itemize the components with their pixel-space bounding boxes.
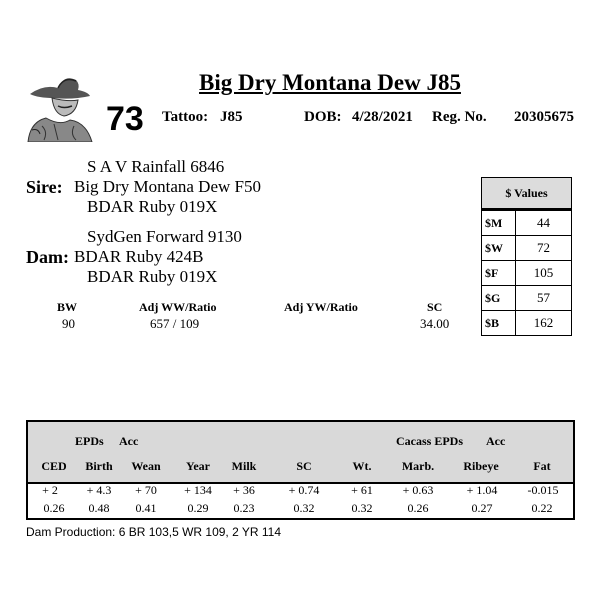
epd-col-header: Marb. (401, 459, 435, 473)
dob-value: 4/28/2021 (352, 109, 413, 125)
epd-accuracy: 0.32 (351, 501, 373, 515)
epd-col-header: SC (296, 459, 312, 473)
yw-label: Adj YW/Ratio (284, 300, 358, 314)
epd-value: + 61 (351, 483, 373, 497)
dollar-value: 44 (537, 215, 550, 230)
dollar-value: 72 (537, 240, 550, 255)
reg-label: Reg. No. (432, 109, 487, 125)
ww-value: 657 / 109 (150, 316, 200, 331)
epd-accuracy: 0.48 (88, 501, 110, 515)
epd-col-header: Wean (131, 459, 161, 473)
epd-accuracy: 0.29 (187, 501, 209, 515)
ww-label: Adj WW/Ratio (139, 300, 217, 314)
dollar-value-row (482, 310, 571, 335)
bw-value: 90 (62, 316, 75, 331)
epd-col-header: Year (186, 459, 210, 473)
epd-col-header: Milk (231, 459, 257, 473)
epd-value: + 1.04 (466, 483, 498, 497)
epd-acc-label: Acc (119, 434, 139, 448)
dam-dam: BDAR Ruby 019X (87, 267, 218, 286)
bw-label: BW (57, 300, 78, 314)
epd-value: + 134 (184, 483, 212, 497)
tattoo-label: Tattoo: (162, 109, 209, 125)
sire-label: Sire: (26, 177, 63, 197)
dollar-value-key: $B (482, 311, 516, 335)
epd-value: -0.015 (527, 483, 559, 497)
dollar-value-key: $M (482, 211, 516, 235)
sire-name: Big Dry Montana Dew F50 (74, 177, 261, 196)
dollar-value-row (482, 260, 571, 285)
epd-group-label: EPDs (75, 434, 104, 448)
epd-value: + 70 (135, 483, 157, 497)
epd-accuracy: 0.32 (293, 501, 315, 515)
dollar-value-row (482, 235, 571, 260)
dam-production: Dam Production: 6 BR 103,5 WR 109, 2 YR 114 (26, 525, 282, 539)
dollar-values-title: $ Values (482, 178, 571, 210)
sire-sire: S A V Rainfall 6846 (87, 157, 225, 176)
dollar-value: 57 (537, 290, 550, 305)
epd-col-header: Wt. (352, 459, 372, 473)
dollar-value: 105 (533, 265, 554, 280)
dollar-values-table (481, 177, 572, 336)
dollar-value-key: $W (482, 236, 516, 260)
dollar-value-row (482, 285, 571, 310)
carcass-acc-label: Acc (486, 434, 506, 448)
tattoo-value: J85 (220, 109, 243, 125)
carcass-epd-group-label: Cacass EPDs (396, 434, 464, 448)
epd-accuracy: 0.23 (233, 501, 255, 515)
dob-label: DOB: (304, 109, 342, 125)
sc-label: SC (427, 300, 443, 314)
dam-sire: SydGen Forward 9130 (87, 227, 242, 246)
epd-accuracy: 0.26 (43, 501, 65, 515)
animal-title: Big Dry Montana Dew J85 (199, 70, 461, 95)
dollar-value-row (482, 210, 571, 235)
dam-name: BDAR Ruby 424B (74, 247, 204, 266)
epd-col-header: CED (41, 459, 67, 473)
dollar-value: 162 (533, 315, 554, 330)
epd-col-header: Ribeye (463, 459, 499, 473)
epd-accuracy: 0.41 (135, 501, 157, 515)
lot-number: 73 (106, 100, 144, 138)
sire-dam: BDAR Ruby 019X (87, 197, 218, 216)
sc-value: 34.00 (420, 316, 450, 331)
epd-value: + 0.63 (402, 483, 434, 497)
epd-value: + 0.74 (288, 483, 320, 497)
dollar-value-key: $F (482, 261, 516, 285)
epd-col-header: Fat (533, 459, 551, 473)
dam-label: Dam: (26, 247, 69, 267)
epd-header (28, 422, 573, 484)
dollar-value-key: $G (482, 286, 516, 310)
epd-col-header: Birth (85, 459, 113, 473)
epd-value: + 36 (233, 483, 255, 497)
epd-accuracy: 0.26 (407, 501, 429, 515)
epd-table (26, 420, 575, 520)
epd-accuracy: 0.27 (471, 501, 493, 515)
epd-value: + 2 (42, 483, 58, 497)
epd-value: + 4.3 (86, 483, 112, 497)
reg-value: 20305675 (514, 109, 574, 125)
epd-accuracy: 0.22 (531, 501, 553, 515)
